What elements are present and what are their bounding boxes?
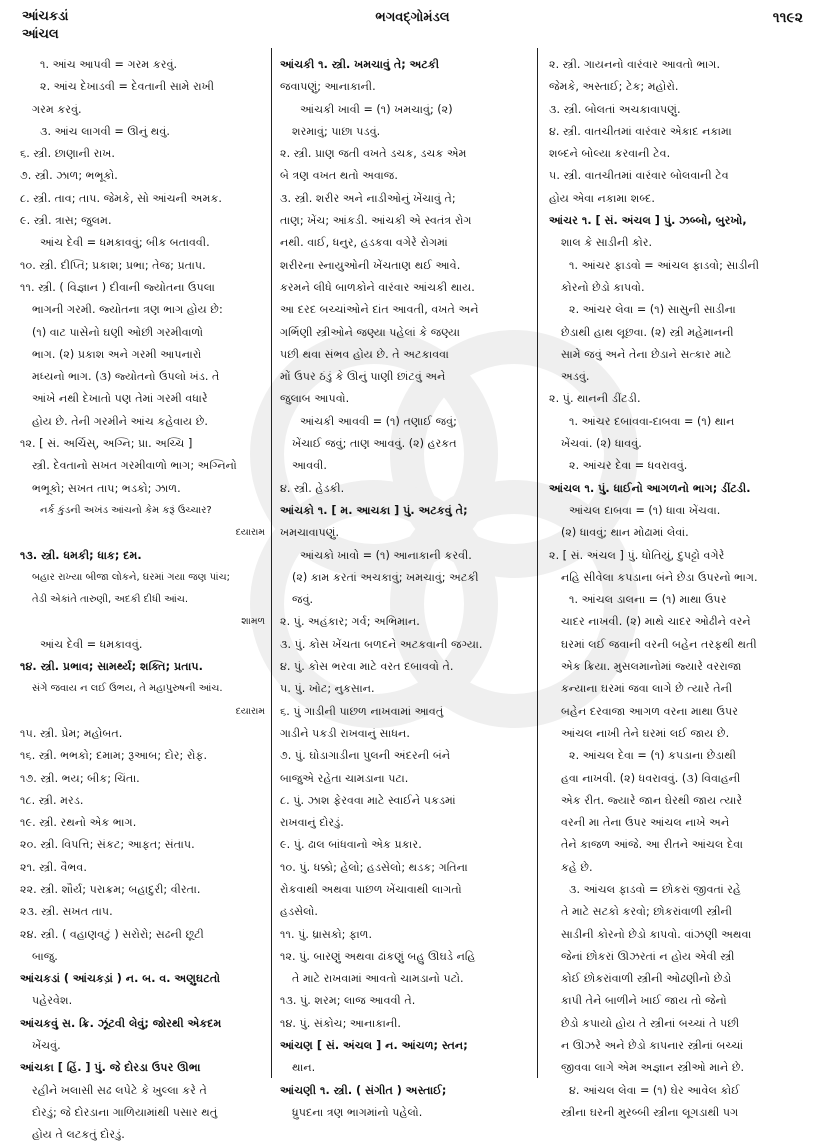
entry-line: ૪. પું. કોસ ભરવા માટે વરત દબાવવો તે.: [280, 660, 454, 674]
column-divider: [271, 48, 272, 1078]
page-title: ભગવદ્ગોમંડલ: [375, 10, 450, 25]
entry-line: ખેંચવું.: [32, 1039, 61, 1053]
entry-line: આંચકી આવવી = (૧) તણાઈ જવું;: [300, 414, 457, 428]
entry-line: ૧૭. સ્ત્રી. ભય; બીક; ચિંતા.: [20, 771, 140, 785]
entry-line: આંચકવું સ. ક્રિ. ઝૂંટવી લેવું; જોરથી એકદમ: [20, 1016, 222, 1030]
entry-line: એક રીત. જ્યારે જાન ઘેરથી જાય ત્યારે: [561, 793, 743, 807]
entry-line: (૨) કામ કરતાં અચકાવું; ખમચાવું; અટકી: [292, 570, 479, 584]
entry-line: બે ત્રણ વખત થતો અવાજ.: [280, 169, 398, 183]
entry-line: તાણ; ખેંચ; આંકડી. આંચકી એ સ્વતંત્ર રોગ: [280, 214, 472, 228]
entry-line: ૫. પું. ખોટ; નુકસાન.: [280, 682, 375, 696]
entry-line: ૮. પું. ઝાશ ફેરવવા માટે સ્વાઈને પકડમાં: [280, 793, 456, 807]
entry-line: ૧૨. [ સં. અર્ચિસ્, અગ્નિ; પ્રા. અચ્ચિ ]: [20, 437, 193, 451]
quote-source: દયારામ: [235, 705, 265, 717]
entry-line: તે માટે રાખવામાં આવતો ચામડાનો પટો.: [292, 972, 464, 986]
entry-line: રાખવાનું દોરડું.: [280, 816, 344, 830]
entry-line: સ્ત્રીના ઘરની મુરબ્બી સ્ત્રીના લૂગડાથી પગ: [561, 1105, 739, 1119]
entry-line: ૩. સ્ત્રી. શરીર અને નાડીઓનું ખેંચાવું તે;: [280, 191, 456, 205]
entry-line: ભાગની ગરમી. જ્યોતના ત્રણ ભાગ હોય છે:: [32, 303, 223, 317]
entry-line: કાપી તેને બાળીને ખાઈ જાય તો જેનો: [561, 994, 727, 1008]
entry-line: આંચ દેવી = ધમકાવવું.: [40, 637, 143, 651]
entry-line: જીવવા લાગે એમ અજ્ઞાન સ્ત્રીઓ માને છે.: [561, 1061, 745, 1075]
entry-line: શરીરના સ્નાયુઓની ખેંચતાણ થઈ આવે.: [280, 258, 461, 272]
entry-line: ખમચાવાપણું.: [280, 526, 340, 540]
entry-line: ૩. સ્ત્રી. બોલતાં અચકાવાપણું.: [549, 102, 681, 116]
entry-line: આંચકડાં ( આંચકડ઼ાં ) ન. બ. વ. અણુઘટતો: [20, 972, 221, 986]
entry-line: ૧૦. સ્ત્રી. દીપ્તિ; પ્રકાશ; પ્રભા; તેજ; પ્રતાપ.: [20, 258, 206, 272]
entry-line: ધ્રુપદના ત્રણ ભાગમાંનો પહેલો.: [292, 1105, 423, 1119]
entry-line: ૩. પું. કોસ ખેંચતા બળદને અટકવાની જગ્યા.: [280, 637, 483, 651]
dictionary-column-1: [20, 54, 265, 1147]
entry-line: આંચલ નાખી તેને ઘરમાં લઈ જાય છે.: [561, 726, 730, 740]
entry-line: દોરડું; જે દોરડાના ગાળિયામાંથી પસાર થતું: [32, 1105, 218, 1119]
entry-line: કોરનો છેડો કાપવો.: [561, 280, 645, 294]
entry-line: ૨. આંચલ દેવા = (૧) કપડાના છેડાથી: [569, 749, 737, 763]
entry-line: ૧૩. સ્ત્રી. ધમકી; ધાક; દમ.: [20, 548, 142, 562]
entry-line: તેડી એકાંતે તારુણી, અદકી દીધી આંચ.: [32, 594, 189, 606]
entry-line: ૧૩. પું. શરમ; લાજ આવવી તે.: [280, 994, 416, 1008]
entry-line: રહીને ખલાસી સઢ લપેટે કે ખુલ્લા કરે તે: [32, 1083, 207, 1097]
entry-line: થાન.: [292, 1061, 316, 1075]
entry-line: હોય એવા નકામા શબ્દ.: [549, 191, 655, 205]
entry-line: ૧૯. સ્ત્રી. રથનો એક ભાગ.: [20, 816, 137, 830]
entry-line: સાડીની કોરનો છેડો કાપવો. વાંઝણી અથવા: [561, 927, 752, 941]
entry-line: ૨. આંચર લેવા = (૧) સાસુની સાડીના: [569, 303, 736, 317]
entry-line: ૧૫. સ્ત્રી. પ્રેમ; મહોબત.: [20, 726, 123, 740]
entry-line: આંચણી ૧. સ્ત્રી. ( સંગીત ) અસ્તાઈ;: [280, 1083, 447, 1097]
page-number: ૧૧૯૨: [772, 10, 803, 26]
entry-line: આંચલ ૧. પું. ધાઈનો આગળનો ભાગ; ડીંટડી.: [549, 481, 751, 495]
entry-line: ભાગ. (૨) પ્રકાશ અને ગરમી આપનારો: [32, 347, 202, 361]
entry-line: બાજુએ રહેતા ચામડાના પટા.: [280, 771, 409, 785]
entry-line: સામે જવું અને તેના છેડાને સત્કાર માટે: [561, 347, 732, 361]
entry-line: ૧૪. પું. સંકોચ; આનાકાની.: [280, 1016, 401, 1030]
entry-line: અડવું.: [561, 370, 590, 384]
entry-line: બહેન દરવાજા આગળ વરના માથા ઉપર: [561, 704, 739, 718]
entry-line: જવું.: [292, 593, 314, 607]
entry-line: ૮. સ્ત્રી. તાવ; તાપ. જેમકે, સો આંચની અમક.: [20, 191, 222, 205]
entry-line: છેડાથી હાથ લૂછવા. (૨) સ્ત્રી મહેમાનની: [561, 325, 734, 339]
entry-line: જેમકે, અસ્તાઈ; ટેક; મહોરો.: [549, 80, 679, 94]
entry-line: ૧. આંચલ ડાલના = (૧) માથા ઉપર: [569, 593, 727, 607]
guide-word-last: આંચલ: [22, 27, 59, 42]
entry-line: આંચણ [ સં. અંચલ ] ન. આંચળ; સ્તન;: [280, 1039, 468, 1053]
entry-line: કરમને લીધે બાળકોને વારંવાર આંચકી થાય.: [280, 280, 475, 294]
entry-line: સંગે જવાય ન લઈ ઉભય, તે મહાપુરુષની આંચ.: [32, 683, 223, 695]
entry-line: આવવી.: [292, 459, 327, 473]
entry-line: નહિ સીવેલા કપડાના બંને છેડા ઉપરનો ભાગ.: [561, 570, 758, 584]
entry-line: જેનાં છોકરાં ઊઝરતાં ન હોય એવી સ્ત્રી: [561, 949, 735, 963]
entry-line: કોઈ છોકરાંવાળી સ્ત્રીની ઓઢણીનો છેડો: [561, 972, 732, 986]
entry-line: જવાપણું; આનાકાની.: [280, 80, 376, 94]
column-divider: [537, 48, 538, 1078]
dictionary-column-3: [549, 54, 807, 1124]
entry-line: શરમાવું; પાછા પડવું.: [292, 124, 381, 138]
entry-line: બહાર રાખ્યા બીજા લોકને, ઘરમાં ગયા જણ પાંચ;: [32, 571, 230, 583]
entry-line: આંચ દેવી = ધમકાવવું; બીક બતાવવી.: [40, 236, 210, 250]
entry-line: ખેંચાઈ જવું; તાણ આવવું. (૨) હરકત: [292, 437, 457, 451]
guide-word-first: આંચકડાં: [22, 9, 69, 24]
entry-line: આંખે નથી દેખાતો પણ તેમાં ગરમી વધારે: [32, 392, 208, 406]
entry-line: ઘરમાં લઈ જવાની વરની બહેન તરફથી થતી: [561, 637, 757, 651]
entry-line: ૨. સ્ત્રી. ગાયનનો વારંવાર આવતો ભાગ.: [549, 58, 721, 71]
entry-line: આંચકો ૧. [ મ. આચકા ] પું. અટકવું તે;: [280, 503, 468, 517]
entry-line: ૯. પું. ઢાલ બાંધવાનો એક પ્રકાર.: [280, 838, 422, 852]
entry-line: આંચકી ખાવી = (૧) ખમચાવું; (૨): [300, 102, 453, 116]
quote-source: શામળ: [241, 616, 265, 628]
entry-line: ૨. આંચ દેખાડવી = દેવતાની સામે રાખી: [40, 80, 215, 94]
entry-line: ગાડીને પકડી રાખવાનું સાધન.: [280, 726, 410, 740]
entry-line: ૨. સ્ત્રી. પ્રાણ જતી વખતે ડચક, ડચક એમ: [280, 147, 467, 161]
entry-line: ૧૧. પું. ધ્રાસકો; ફાળ.: [280, 927, 372, 941]
entry-line: (૧) વાટ પાસેનો ઘણી ઓછી ગરમીવાળો: [32, 325, 204, 339]
entry-line: ૯. સ્ત્રી. ત્રાસ; જુલમ.: [20, 214, 112, 228]
entry-line: મોં ઉપર ઠંડું કે ઊનું પાણી છાંટવું અને: [280, 370, 446, 384]
entry-line: ૧૦. પું. ધક્કો; હેલો; હડસેલો; થડક; ગતિના: [280, 860, 468, 874]
entry-line: નથી. વાઈ, ધનુર, હડકવા વગેરે રોગમાં: [280, 236, 448, 250]
entry-line: આ દરદ બચ્ચાંઓને દાંત આવતી, વખતે અને: [280, 303, 479, 317]
entry-line: જુલાબ આપવો.: [280, 392, 350, 406]
entry-line: ૩. આંચ લાગવી = ઊનું થવું.: [40, 124, 170, 138]
entry-line: ૧૨. પું. બારણું અથવા ઢાંકણું બહુ ઊઘડે નહિ: [280, 949, 476, 963]
entry-line: ૨. આંચર દેવા = ધવરાવવું.: [569, 459, 688, 473]
entry-line: ગર્ભિણી સ્ત્રીઓને જણ્યા પહેલાં કે જણ્યા: [280, 325, 460, 339]
entry-line: પછી થવા સંભવ હોય છે. તે અટકાવવા: [280, 347, 449, 361]
entry-line: ૨. પું. થાનની ડીંટડી.: [549, 392, 641, 406]
entry-line: ૪. આંચલ લેવા = (૧) ઘેર આવેલ કોઈ: [569, 1083, 740, 1097]
entry-line: આંચર ૧. [ સં. અંચલ ] પું. ઝબ્બો, બુરખો,: [549, 214, 747, 228]
entry-line: કન્યાના ઘરમાં જવા લાગે છે ત્યારે તેની: [561, 682, 733, 696]
entry-line: નર્ક કુંડની અખંડ આંચનો કેમ કરૂં ઉચ્ચાર?: [40, 504, 212, 516]
entry-line: ન ઊઝરે અને છેડો કાપનાર સ્ત્રીનાં બચ્ચાં: [561, 1039, 744, 1053]
entry-line: ૨૦. સ્ત્રી. વિપત્તિ; સંકટ; આફત; સંતાપ.: [20, 838, 195, 852]
entry-line: ૫. સ્ત્રી. વાતચીતમાં વારંવાર બોલવાની ટેવ: [549, 169, 729, 183]
entry-line: ૧. આંચ આપવી = ગરમ કરવું.: [40, 58, 178, 71]
entry-line: ૨૨. સ્ત્રી. શૌર્ય; પરાક્રમ; બહાદુરી; વીરતા.: [20, 882, 201, 896]
entry-line: ૭. પું. ઘોડાગાડીના પુલની અંદરની બંને: [280, 749, 451, 763]
entry-line: મધ્યનો ભાગ. (૩) જ્યોતનો ઉપલો ખંડ. તે: [32, 370, 220, 384]
entry-line: હડસેલો.: [280, 905, 318, 919]
dictionary-column-2: [280, 54, 530, 1124]
entry-line: આંચકા [ હિં. ] પું. જે દોરડા ઉપર ઊભા: [20, 1061, 201, 1075]
entry-line: ૧૮. સ્ત્રી. મરડ.: [20, 793, 84, 807]
entry-line: તેને કાજળ આંજે. આ રીતને આંચલ દેવા: [561, 838, 743, 852]
page-header: [0, 4, 825, 48]
entry-line: વરની મા તેના ઉપર આંચલ નાખે અને: [561, 816, 730, 830]
entry-line: આંચલ દાબવા = (૧) ધાવા ખેંચવા.: [569, 503, 721, 517]
entry-line: કહે છે.: [561, 860, 593, 874]
entry-line: ૧૪. સ્ત્રી. પ્રભાવ; સામર્થ્ય; શક્તિ; પ્રતાપ.: [20, 660, 203, 674]
entry-line: એક ક્રિયા. મુસલમાનોમાં જ્યારે વરરાજા: [561, 660, 742, 674]
entry-line: ૪. સ્ત્રી. વાતચીતમાં વારંવાર એકાદ નકામા: [549, 124, 732, 138]
entry-line: શબ્દને બોલ્યા કરવાની ટેવ.: [549, 147, 671, 161]
entry-line: આંચકી ૧. સ્ત્રી. ખમચાવું તે; અટકી: [280, 58, 440, 71]
entry-line: હવા નાખવી. (૨) ધવરાવવું. (૩) વિવાહની: [561, 771, 741, 785]
entry-line: ૭. સ્ત્રી. ઝાળ; ભભૂકો.: [20, 169, 118, 183]
entry-line: ૧. આંચર દબાવવા-દાબવા = (૧) થાન: [569, 414, 735, 428]
entry-line: ૨. પું. અહંકાર; ગર્વ; અભિમાન.: [280, 615, 420, 629]
entry-line: સ્ત્રી. દેવતાનો સખત ગરમીવાળો ભાગ; અગ્નિનો: [32, 459, 237, 473]
entry-line: પહેરવેશ.: [32, 994, 73, 1008]
entry-line: ૬. પું ગાડીની પાછળ નાખવામાં આવતું: [280, 704, 444, 718]
entry-line: ૨૪. સ્ત્રી. ( વહાણવટું ) સરોરો; સઢની છૂટી: [20, 927, 204, 941]
entry-line: ૧૬. સ્ત્રી. ભભકો; દમામ; રૂઆબ; દોર; રોફ.: [20, 749, 208, 763]
entry-line: ગરમ કરવું.: [32, 102, 82, 116]
entry-line: ૧૧. સ્ત્રી. ( વિજ્ઞાન ) દીવાની જ્યોતના ઉપલા: [20, 280, 215, 294]
entry-line: ૨૩. સ્ત્રી. સખત તાપ.: [20, 905, 113, 919]
entry-line: શાલ કે સાડીની કોર.: [561, 236, 653, 250]
entry-line: છેડો કપાયો હોય તે સ્ત્રીનાં બચ્ચાં તે પછી: [561, 1016, 740, 1030]
entry-line: ૬. સ્ત્રી. છાણાની રાખ.: [20, 147, 115, 161]
entry-line: ખેંચવાં. (૨) ધાવવું.: [561, 437, 642, 451]
entry-line: ભભૂકો; સખત તાપ; ભડકો; ઝાળ.: [32, 481, 181, 495]
entry-line: હોય છે. તેની ગરમીને આંચ કહેવાય છે.: [32, 414, 208, 428]
entry-line: ૧. આંચર ફાડવો = આંચલ ફાડવો; સાડીની: [569, 258, 760, 272]
entry-line: બાજુ.: [32, 949, 58, 963]
entry-line: ચાદર નાખવી. (૨) માથે ચાદર ઓઢીને વરને: [561, 615, 751, 629]
entry-line: તે માટે સટકો કરવો; છોકરાંવાળી સ્ત્રીની: [561, 905, 733, 919]
entry-line: રોકવાથી અથવા પાછળ ખેંચાવાથી લાગતો: [280, 882, 462, 896]
entry-line: આંચકો ખાવો = (૧) આનાકાની કરવી.: [300, 548, 472, 562]
entry-line: હોય તે લટકતું દોરડું.: [32, 1128, 125, 1142]
entry-line: ૩. આંચલ ફાડવો = છોકરાં જીવતાં રહે: [569, 882, 741, 896]
entry-line: ૪. સ્ત્રી. હેડકી.: [280, 481, 345, 495]
entry-line: (૨) ધાવવું; થાન મોઢામાં લેવાં.: [561, 526, 689, 540]
entry-line: ૨૧. સ્ત્રી. વૈભવ.: [20, 860, 87, 874]
entry-line: ૨. [ સં. અંચલ ] પું. ધોતિયું, દુપટ્ટો વગેરે: [549, 548, 725, 562]
quote-source: દયારામ: [235, 527, 265, 539]
